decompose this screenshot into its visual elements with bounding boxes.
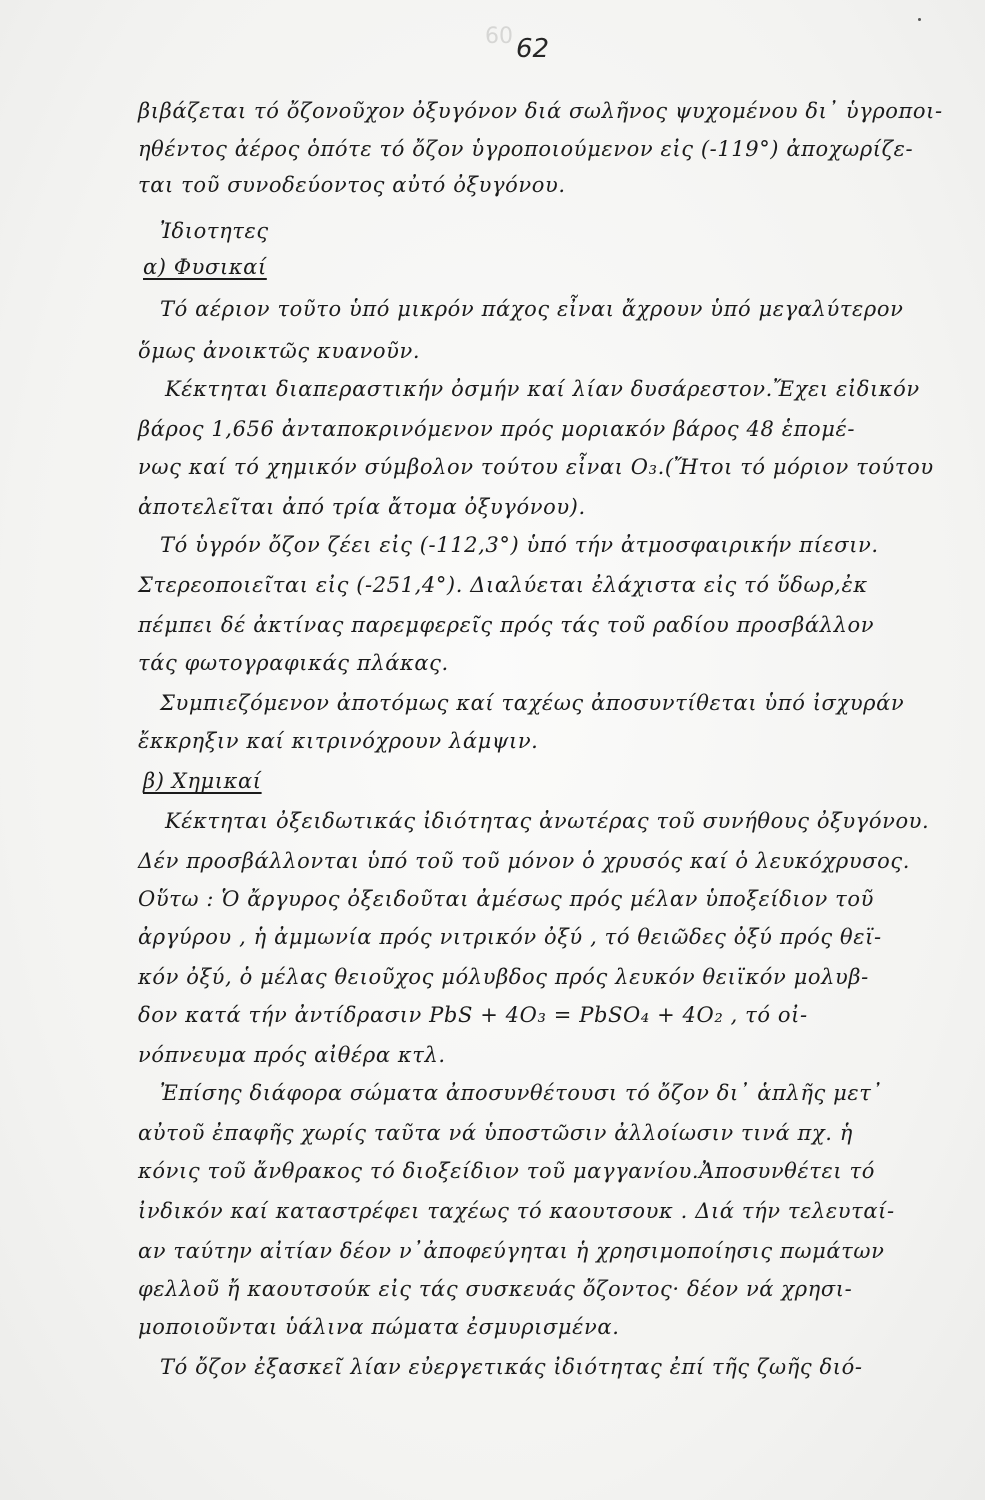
text-line: αὐτοῦ ἐπαφῆς χωρίς ταῦτα νά ὑποστῶσιν ἀλλοίωσιν τινά πχ. ἡ bbox=[138, 1121, 853, 1145]
text-line: ἀποτελεῖται ἀπό τρία ἄτομα ὀξυγόνου). bbox=[138, 495, 586, 519]
text-line: Τό ὄζον ἐξασκεῖ λίαν εὐεργετικάς ἰδιότητας ἐπί τῆς ζωῆς διό- bbox=[160, 1355, 863, 1379]
text-line: Στερεοποιεῖται εἰς (-251,4°). Διαλύεται ἐλάχιστα εἰς τό ὕδωρ,ἐκ bbox=[138, 573, 868, 597]
text-line: νως καί τό χημικόν σύμβολον τούτου εἶναι O₃.(Ἤτοι τό μόριον τούτου bbox=[138, 455, 934, 479]
text-line: ἔκκρηξιν καί κιτρινόχρουν λάμψιν. bbox=[138, 729, 539, 753]
page-number: 62 bbox=[516, 34, 550, 64]
text-line: Τό αέριον τοῦτο ὑπό μικρόν πάχος εἶναι ἄχρουν ὑπό μεγαλύτερον bbox=[160, 297, 904, 321]
text-line: Τό ὑγρόν ὄζον ζέει εἰς (-112,3°) ὑπό τήν ἀτμοσφαιρικήν πίεσιν. bbox=[160, 533, 879, 557]
subheading-physical: α) Φυσικαί bbox=[143, 255, 267, 279]
text-line: αν ταύτην αἰτίαν δέον ν᾽ἀποφεύγηται ἡ χρησιμοποίησις πωμάτων bbox=[138, 1239, 885, 1263]
text-line: Κέκτηται ὀξειδωτικάς ἰδιότητας ἀνωτέρας τοῦ συνήθους ὀξυγόνου. bbox=[165, 809, 930, 833]
text-line: βιβάζεται τό ὄζονοῦχον ὀξυγόνον διά σωλῆνος ψυχομένου δι᾽ ὑγροποι- bbox=[138, 99, 943, 123]
reaction-equation-line: δον κατά τήν ἀντίδρασιν PbS + 4O₃ = PbSO₄ + 4O₂ , τό οἰ- bbox=[138, 1003, 808, 1027]
text-line: φελλοῦ ἤ καουτσούκ εἰς τάς συσκευάς ὄζοντος· δέον νά χρησι- bbox=[138, 1277, 853, 1301]
text-line: Κέκτηται διαπεραστικήν ὀσμήν καί λίαν δυσάρεστον.Ἔχει εἰδικόν bbox=[165, 377, 920, 401]
text-line: ἀργύρου , ἡ ἀμμωνία πρός νιτρικόν ὀξύ , τό θειῶδες ὀξύ πρός θεϊ- bbox=[138, 925, 882, 949]
text-line: Ἐπίσης διάφορα σώματα ἀποσυνθέτουσι τό ὄζον δι᾽ ἁπλῆς μετ᾽ bbox=[160, 1081, 883, 1105]
text-line: κόνις τοῦ ἄνθρακος τό διοξείδιον τοῦ μαγγανίου.Ἀποσυνθέτει τό bbox=[138, 1159, 875, 1183]
text-line: πέμπει δέ ἀκτίνας παρεμφερεῖς πρός τάς τοῦ ραδίου προσβάλλον bbox=[138, 613, 875, 637]
subheading-chemical: β) Χημικαί bbox=[143, 769, 262, 793]
text-line: βάρος 1,656 ἀνταποκρινόμενον πρός μοριακόν βάρος 48 ἑπομέ- bbox=[138, 417, 856, 441]
text-line: κόν ὀξύ, ὁ μέλας θειοῦχος μόλυβδος πρός λευκόν θειϊκόν μολυβ- bbox=[138, 965, 869, 989]
show-through-page-number: 60 bbox=[485, 24, 513, 49]
text-line: ὅμως ἀνοικτῶς κυανοῦν. bbox=[138, 339, 421, 363]
section-heading-properties: Ἰδιοτητες bbox=[160, 219, 269, 243]
text-line: Δέν προσβάλλονται ὑπό τοῦ τοῦ μόνον ὁ χρυσός καί ὁ λευκόχρυσος. bbox=[138, 849, 911, 873]
text-line: ἰνδικόν καί καταστρέφει ταχέως τό καουτσουκ . Διά τήν τελευταί- bbox=[138, 1199, 895, 1223]
text-line: τάς φωτογραφικάς πλάκας. bbox=[138, 651, 449, 675]
text-line: Οὕτω : Ὁ ἄργυρος ὀξειδοῦται ἀμέσως πρός μέλαν ὑποξείδιον τοῦ bbox=[138, 887, 874, 911]
text-line: Συμπιεζόμενον ἀποτόμως καί ταχέως ἀποσυντίθεται ὑπό ἰσχυράν bbox=[160, 691, 905, 715]
text-line: ται τοῦ συνοδεύοντος αὐτό ὀξυγόνου. bbox=[138, 173, 566, 197]
text-line: νόπνευμα πρός αἰθέρα κτλ. bbox=[138, 1043, 446, 1067]
text-line: μοποιοῦνται ὑάλινα πώματα ἐσμυρισμένα. bbox=[138, 1315, 620, 1339]
text-line: ηθέντος ἀέρος ὁπότε τό ὄζον ὑγροποιούμενον εἰς (-119°) ἀποχωρίζε- bbox=[138, 137, 914, 161]
